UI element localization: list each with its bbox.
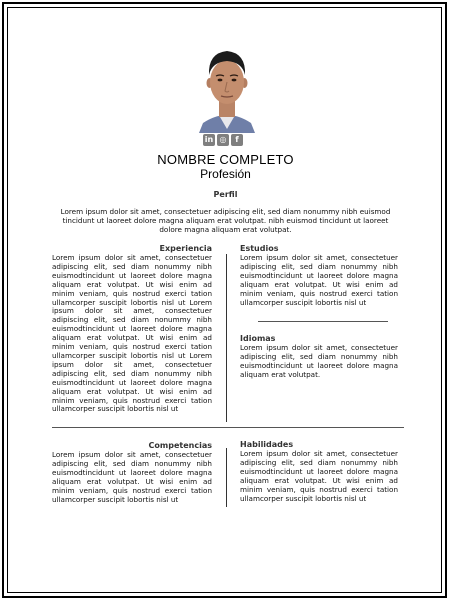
experiencia-section [52, 244, 212, 414]
experiencia-heading: Experiencia [159, 244, 212, 253]
habilidades-heading: Habilidades [240, 440, 294, 449]
social-links [203, 134, 243, 146]
profile-photo [197, 45, 257, 133]
perfil-text: Lorem ipsum dolor sit amet, consectetuer adipiscing elit, sed diam nonummy nibh euismod tincidunt ut laoreet dolore magna aliquam erat volutpat. nibh euismod tincidunt ut laoreet dolore magna aliquam erat volutpat. [60, 207, 391, 234]
full-name: NOMBRE COMPLETO [157, 152, 294, 167]
right-column-separator [258, 321, 388, 322]
idiomas-heading: Idiomas [240, 334, 276, 343]
estudios-heading: Estudios [240, 244, 279, 253]
linkedin-icon[interactable]: in [204, 135, 214, 144]
competencias-section [52, 441, 212, 504]
perfil-heading: Perfil [213, 190, 238, 199]
section-divider [52, 427, 404, 428]
competencias-heading: Competencias [148, 441, 212, 450]
idiomas-text: Lorem ipsum dolor sit amet, consectetuer adipiscing elit, sed diam nonummy nibh euismodtincidunt ut laoreet dolore magna aliquam erat volutpat. [240, 343, 398, 379]
estudios-section [240, 244, 398, 307]
competencias-text: Lorem ipsum dolor sit amet, consectetuer adipiscing elit, sed diam nonummy nibh euismodtincidunt ut laoreet dolore magna aliquam erat volutpat. Ut wisi enim ad minim veniam, quis nostrud exerci tation ullamcorper suscipit lobortis nisl ut [52, 450, 212, 504]
idiomas-section [240, 334, 398, 380]
profile-photo-illustration [197, 45, 257, 133]
habilidades-text: Lorem ipsum dolor sit amet, consectetuer adipiscing elit, sed diam nonummy nibh euismodtincidunt ut laoreet dolore magna aliquam erat volutpat. Ut wisi enim ad minim veniam, quis nostrud exerci tation ullamcorper suscipit lobortis nisl ut [240, 449, 398, 503]
upper-column-divider [226, 254, 227, 422]
experiencia-text: Lorem ipsum dolor sit amet, consectetuer adipiscing elit, sed diam nonummy nibh euismodtincidunt ut laoreet dolore magna aliquam erat volutpat. Ut wisi enim ad minim veniam, quis nostrud exerci tation ullamcorper suscipit lobortis nisl ut Lorem ipsum dolor sit amet, consectetuer adipiscing elit, sed diam nonummy nibh euismodtincidunt ut laoreet dolore magna aliquam erat volutpat. Ut wisi enim ad minim veniam, quis nostrud exerci tation ullamcorper suscipit lobortis nisl ut Lorem ipsum dolor sit amet, consectetuer adipiscing elit, sed diam nonummy nibh euismodtincidunt ut laoreet dolore magna aliquam erat volutpat. Ut wisi enim ad minim veniam, quis nostrud exerci tation ullamcorper suscipit lobortis nisl ut [52, 253, 212, 414]
lower-column-divider [226, 448, 227, 507]
instagram-icon[interactable]: ◎ [217, 134, 229, 146]
facebook-icon[interactable]: f [231, 134, 243, 146]
profession: Profesión [200, 167, 251, 181]
estudios-text: Lorem ipsum dolor sit amet, consectetuer adipiscing elit, sed diam nonummy nibh euismodtincidunt ut laoreet dolore magna aliquam erat volutpat. Ut wisi enim ad minim veniam, quis nostrud exerci tation ullamcorper suscipit lobortis nisl ut [240, 253, 398, 307]
habilidades-section [240, 440, 398, 503]
